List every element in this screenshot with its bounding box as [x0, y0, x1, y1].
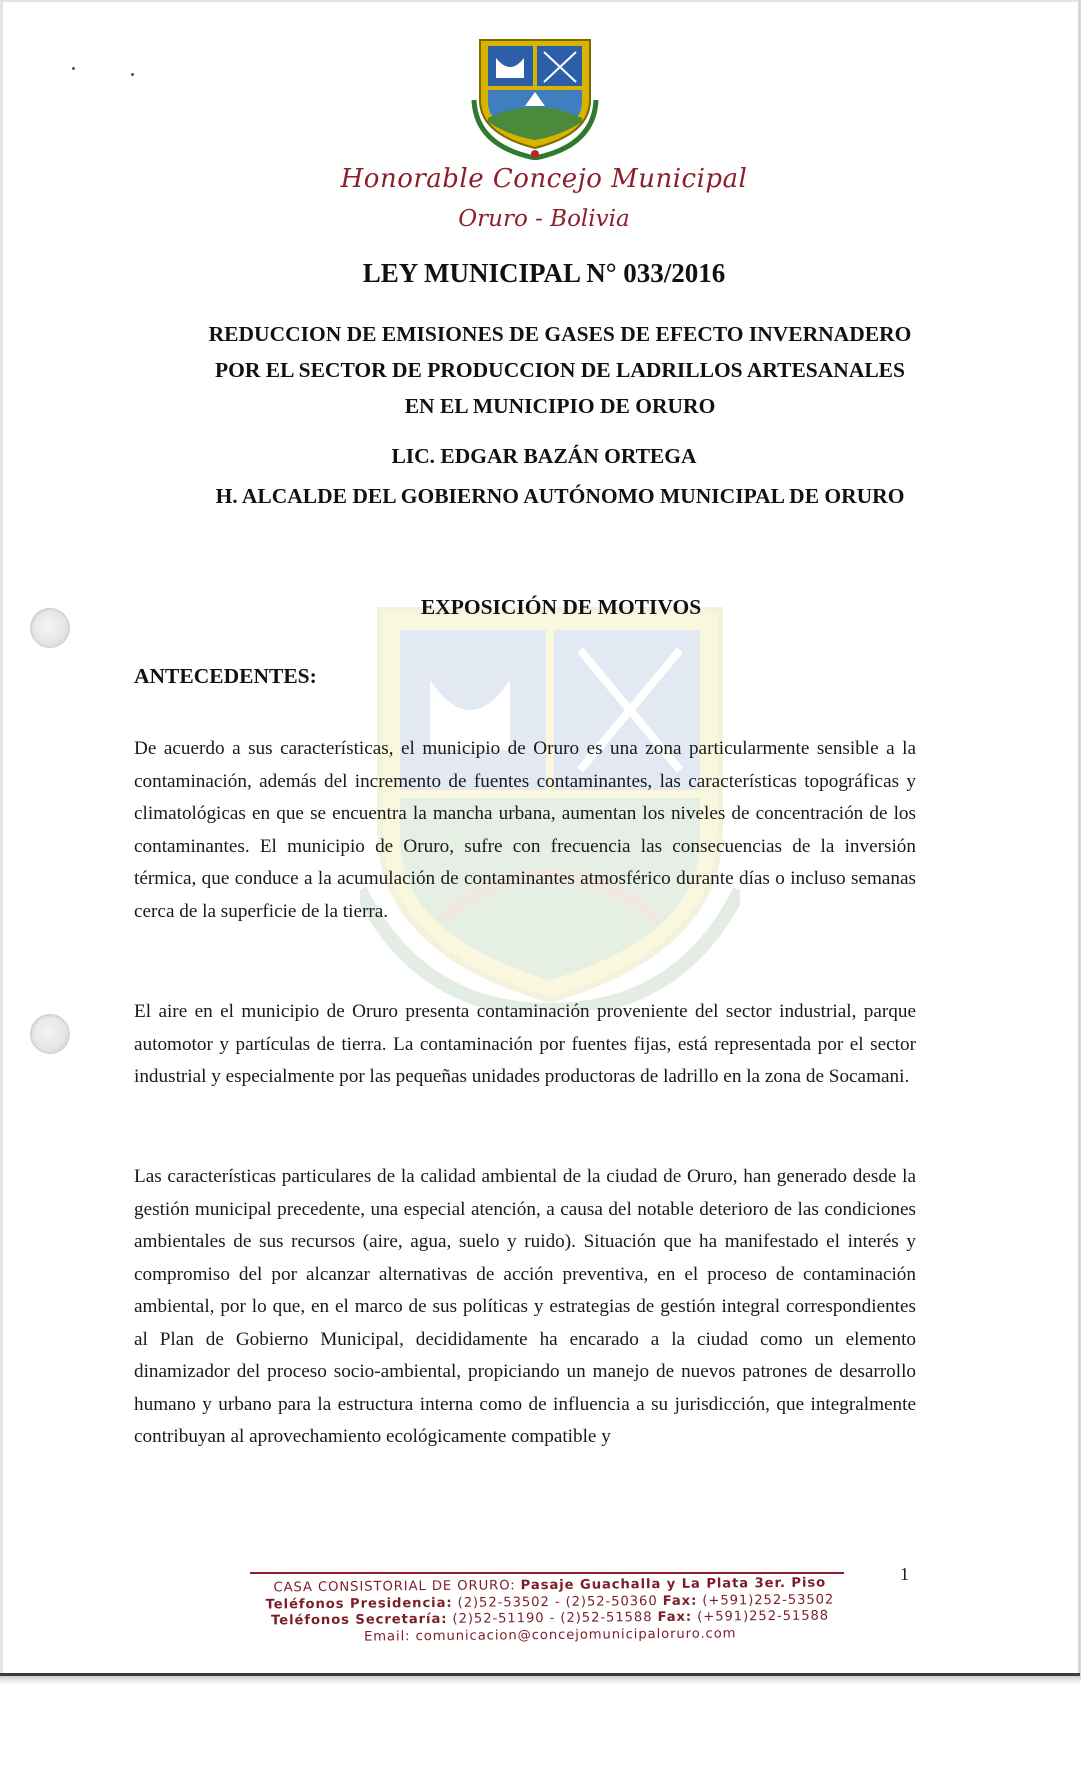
- page-edge-right: [1078, 0, 1081, 1680]
- punch-hole-bottom: [30, 1014, 70, 1054]
- footer-secretary-label: Teléfonos Secretaría:: [270, 1611, 448, 1629]
- mayor-title: H. ALCALDE DEL GOBIERNO AUTÓNOMO MUNICIPAL DE ORURO: [215, 484, 905, 508]
- paragraph: Las características particulares de la calidad ambiental de la ciudad de Oruro, han generado desde la gestión municipal precedente, una especial atención, a causa del notable deterioro de las condiciones ambientales de sus recursos (aire, agua, suelo y ruido). Situación que ha manifestado el interés y compromiso del por alcanzar alternativas de acción preventiva, en el proceso de contaminación ambiental, por lo que, en el marco de sus políticas y estrategias de gestión integral correspondientes al Plan de Gobierno Municipal, decididamente ha encarado a la ciudad como un elemento dinamizador del proceso socio-ambiental, propiciando un manejo de nuevos patrones de desarrollo humano y urbano para la estructura interna como de influencia a su jurisdicción, que integralmente contribuyan al aprovechamiento ecológicamente compatible y: [134, 1166, 916, 1447]
- page-edge-top: [0, 0, 1080, 2]
- scan-speck: [131, 73, 134, 76]
- law-subject: REDUCCION DE EMISIONES DE GASES DE EFECTO INVERNADERO POR EL SECTOR DE PRODUCCION DE LADRILLOS ARTESANALES EN EL MUNICIPIO DE ORURO: [208, 322, 912, 418]
- footer-fax-label: Fax:: [657, 1609, 693, 1626]
- page-number: 1: [900, 1564, 909, 1584]
- institution-location: Oruro - Bolivia: [458, 206, 630, 232]
- page-shadow: [0, 1676, 1080, 1684]
- footer-secretary-value: (2)52-51190 - (2)52-51588: [452, 1610, 653, 1627]
- mayor-name: LIC. EDGAR BAZÁN ORTEGA: [391, 444, 697, 468]
- footer-rule: [250, 1572, 844, 1574]
- section-heading: EXPOSICIÓN DE MOTIVOS: [420, 595, 702, 619]
- page-edge-left: [0, 0, 3, 1676]
- footer-presidency-label: Teléfonos Presidencia:: [265, 1595, 453, 1612]
- footer-presidency-value: (2)52-53502 - (2)52-50360: [457, 1593, 658, 1611]
- paragraph: El aire en el municipio de Oruro presenta contaminación proveniente del sector industrial, parque automotor y partículas de tierra. La contaminación por fuentes fijas, está representada por el sector industrial y especialmente por las pequeñas unidades productoras de ladrillo en la zona de Socamani.: [134, 1001, 916, 1087]
- paragraph: De acuerdo a sus características, el municipio de Oruro es una zona particularmente sensible a la contaminación, además del incremento de fuentes contaminantes, las características topográficas y climatológicas en que se encuentra la mancha urbana, aumentan los niveles de concentración de los contaminantes. El municipio de Oruro, sufre con frecuencia las consecuencias de la inversión térmica, que conduce a la acumulación de contaminantes atmosférico durante días o incluso semanas cerca de la superficie de la tierra.: [134, 738, 916, 922]
- footer-address-value: Pasaje Guachalla y La Plata 3er. Piso: [520, 1575, 827, 1594]
- footer-contact: [240, 1575, 861, 1646]
- footer-fax-value: (+591)252-51588: [697, 1608, 830, 1625]
- footer-fax-value: (+591)252-53502: [702, 1592, 835, 1609]
- institution-name: Honorable Concejo Municipal: [340, 164, 748, 194]
- footer-address-label: CASA CONSISTORIAL DE ORURO:: [273, 1578, 516, 1596]
- oruro-coat-of-arms-icon: [470, 36, 600, 160]
- scan-speck: [72, 67, 75, 70]
- law-title: LEY MUNICIPAL N° 033/2016: [362, 258, 726, 288]
- footer-fax-label: Fax:: [662, 1593, 698, 1609]
- subsection-heading: ANTECEDENTES:: [134, 664, 317, 688]
- footer-email-label: Email:: [363, 1628, 411, 1645]
- footer-email-value: comunicacion@concejomunicipaloruro.com: [415, 1625, 737, 1644]
